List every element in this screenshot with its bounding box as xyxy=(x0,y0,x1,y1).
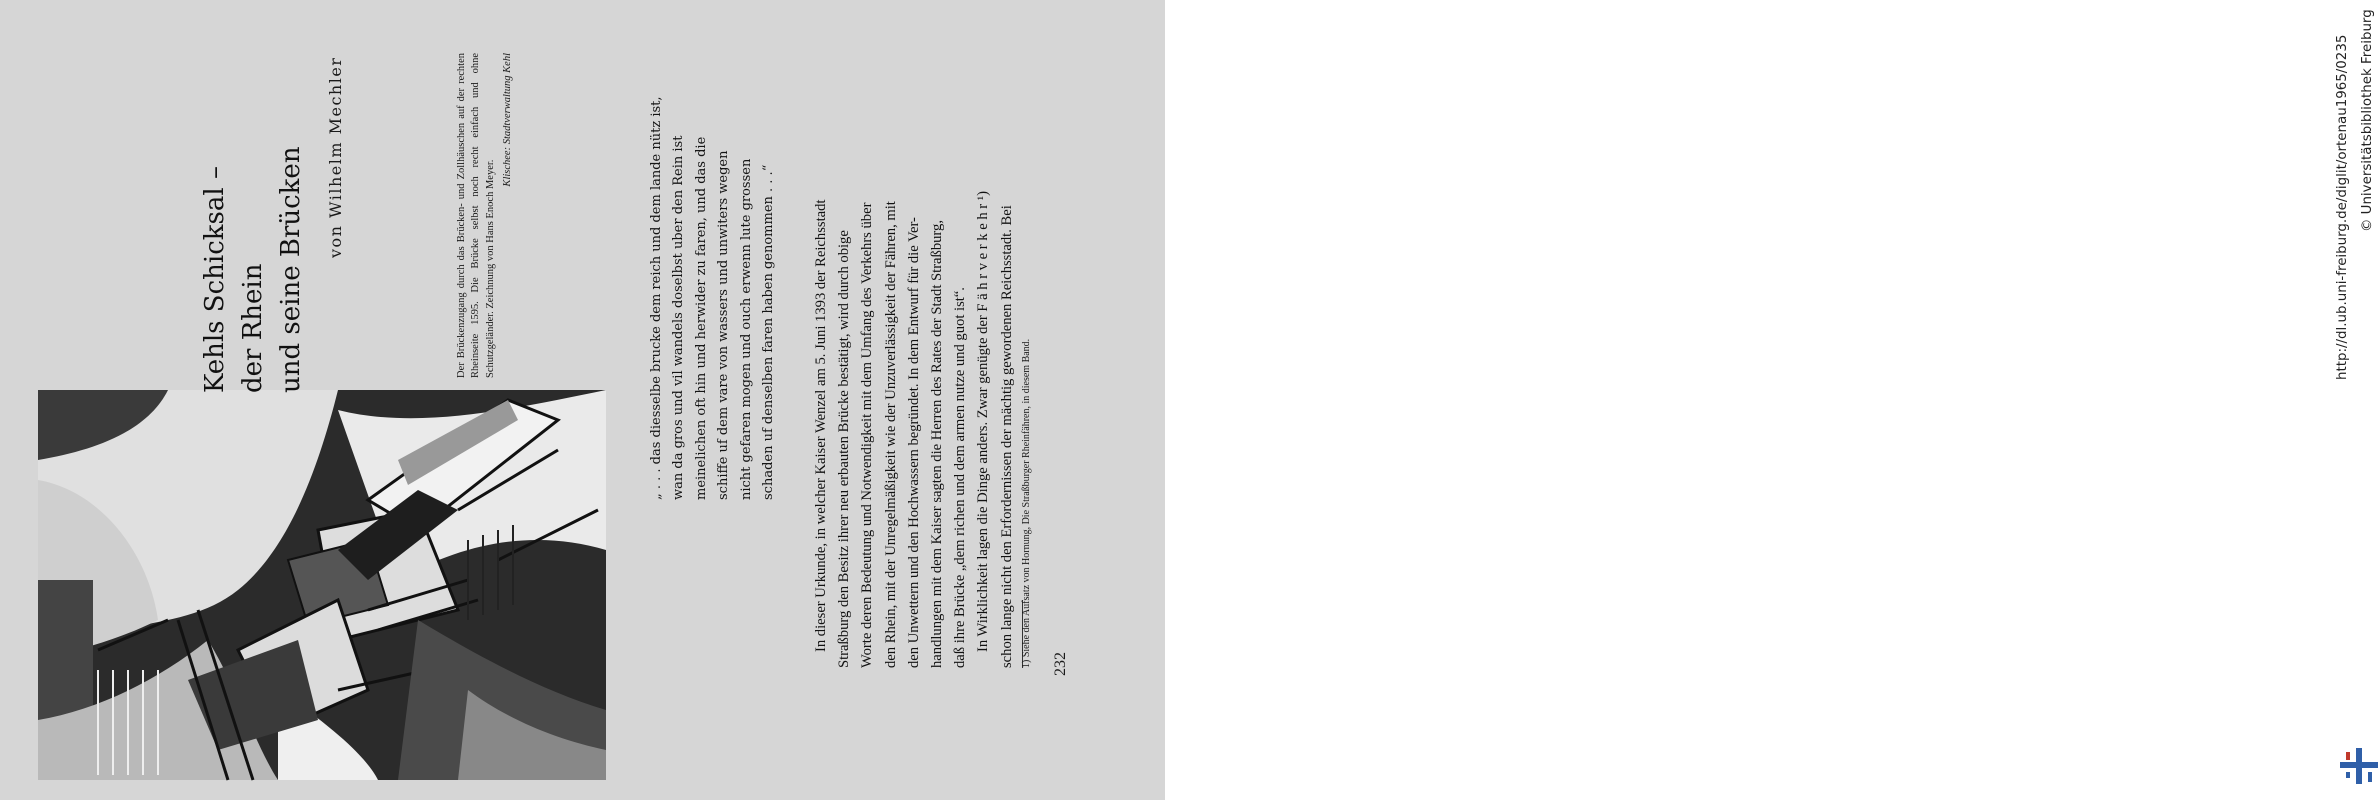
bridge-drawing xyxy=(38,390,606,780)
body-line: den Unwettern und den Hochwassern begründet. In dem Entwurf für die Ver- xyxy=(905,217,922,668)
historical-quote xyxy=(646,96,780,500)
article-title xyxy=(196,146,310,393)
quote-line: meinelichen oft hin und herwider zu faren, und das die xyxy=(693,136,709,500)
body-line: Straßburg den Besitz ihrer neu erbauten Brücke bestätigt, wird durch obige xyxy=(836,230,853,668)
caption-credit: Klischee: Stadtverwaltung Kehl xyxy=(501,53,513,187)
body-text xyxy=(810,191,1019,668)
footnote: 1) Siehe den Aufsatz von Hornung, Die Straßburger Rheinfähren, in diesem Band. xyxy=(1021,338,1032,668)
quote-line: schaden uf denselben faren haben genommen . . .“ xyxy=(761,164,777,500)
body-line: In Wirklichkeit lagen die Dinge anders. Zwar genügte der F ä h r v e r k e h r ¹) xyxy=(975,190,992,652)
library-sidebar xyxy=(1165,0,2375,800)
scanned-page xyxy=(0,0,1165,800)
source-url-link[interactable]: http://dl.ub.uni-freiburg.de/diglit/ortenau1965/0235 xyxy=(2335,34,2350,380)
quote-line: wan da gros und vil wandels doselbst uber den Rein ist xyxy=(671,135,687,500)
copyright-notice: © Universitätsbibliothek Freiburg xyxy=(2360,9,2375,232)
library-logo-icon xyxy=(2338,746,2380,786)
title-line-1: Kehls Schicksal – xyxy=(200,166,230,393)
body-line: handlungen mit dem Kaiser sagten die Herren des Rates der Stadt Straßburg, xyxy=(929,220,946,668)
title-line-2: der Rhein xyxy=(238,263,268,393)
bridge-illustration xyxy=(38,390,606,780)
body-line: In dieser Urkunde, in welcher Kaiser Wenzel am 5. Juni 1393 der Reichsstadt xyxy=(813,199,829,652)
body-line: daß ihre Brücke „dem richen und dem armen nutze und guot ist“. xyxy=(952,287,969,668)
quote-line: schiffe uf dem vare von wassers und unwiters wegen xyxy=(716,150,732,500)
article-author: von Wilhelm Mechler xyxy=(326,56,345,258)
caption-text: Der Brückenzugang durch das Brücken- und Zollhäuschen auf der rechten Rheinseite 1595. Die Brücke selbst noch recht einfach und ohne Schutzgeländer. Zeichnung von Hans Enoch Meyer. xyxy=(456,53,496,378)
page-number: 232 xyxy=(1052,652,1069,676)
quote-line: „ . . . das diesselbe brucke dem reich und dem lande nütz ist, xyxy=(649,96,664,500)
body-line: schon lange nicht den Erfordernissen der mächtig gewordenen Reichsstadt. Bei xyxy=(998,205,1015,668)
title-line-3: und seine Brücken xyxy=(276,146,306,393)
body-line: Worte deren Bedeutung und Notwendigkeit mit dem Umfang des Verkehrs über xyxy=(859,202,876,668)
illustration-caption xyxy=(455,53,515,378)
quote-line: nicht gefaren mogen und ouch erwenn lute grossen xyxy=(738,158,754,500)
body-line: den Rhein, mit der Unregelmäßigkeit wie der Unzuverlässigkeit der Fähren, mit xyxy=(882,201,899,668)
